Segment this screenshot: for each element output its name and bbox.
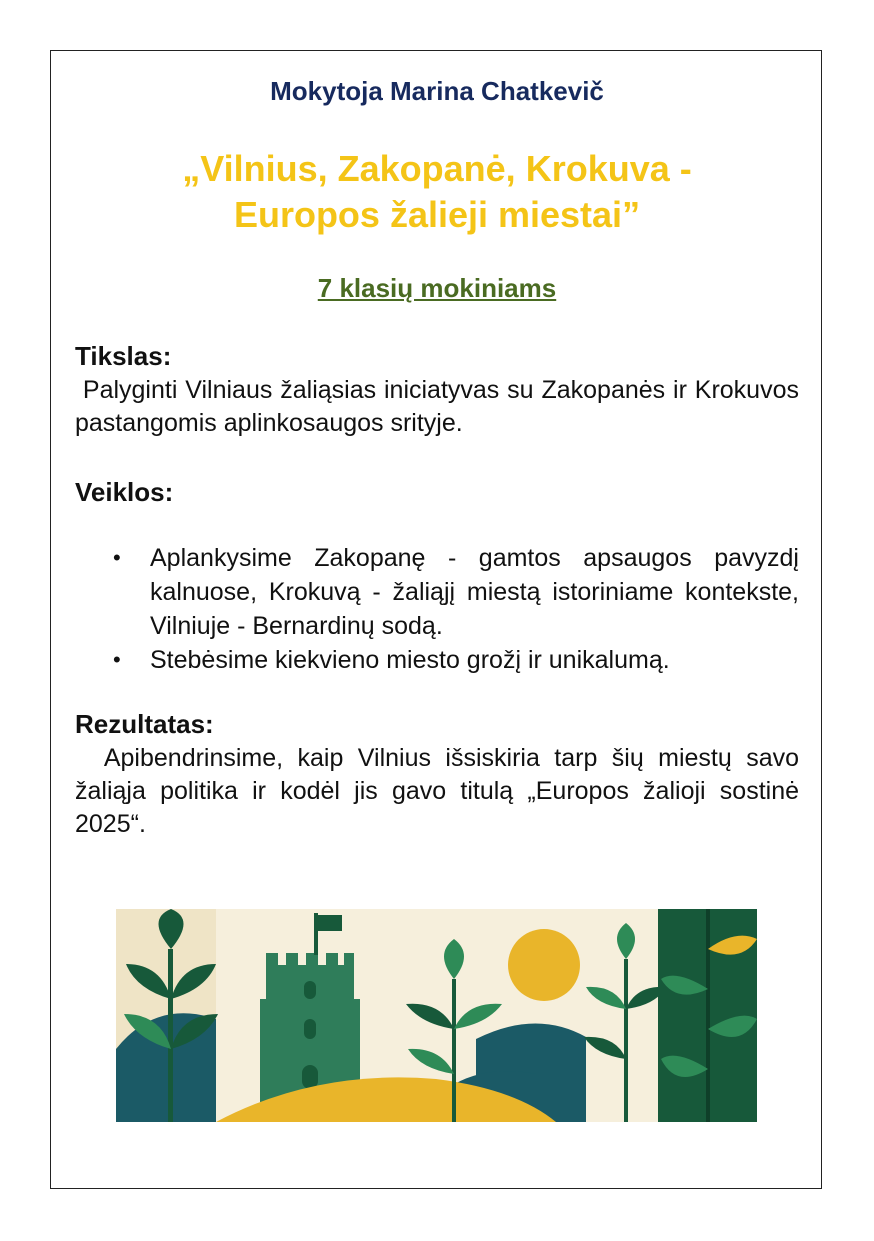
goal-text: Palyginti Vilniaus žaliąsias iniciatyvas su Zakopanės ir Krokuvos pastangomis aplinkosaugos srityje. xyxy=(75,376,806,437)
list-item xyxy=(75,643,799,677)
bullet-icon: • xyxy=(113,545,121,570)
fern-right-icon xyxy=(658,909,757,1122)
illustration-svg xyxy=(116,909,757,1122)
author-name: Mokytoja Marina Chatkevič xyxy=(270,76,604,106)
activities-list xyxy=(75,541,799,677)
list-item xyxy=(75,541,799,643)
result-heading: Rezultatas: xyxy=(75,709,214,739)
result-text: Apibendrinsime, kaip Vilnius išsiskiria tarp šių miestų savo žaliąja politika ir kodėl jis gavo titulą „Europos žalioji sostinė 2025“. xyxy=(75,744,806,838)
sun-icon xyxy=(508,929,580,1001)
bullet-icon: • xyxy=(113,647,121,672)
activity-text: Aplankysime Zakopanę - gamtos apsaugos pavyzdį kalnuose, Krokuvą - žaliąjį miestą istoriniame kontekste, Vilniuje - Bernardinų sodą. xyxy=(150,544,799,640)
title-line-1: „Vilnius, Zakopanė, Krokuva - xyxy=(182,148,692,189)
audience-subtitle: 7 klasių mokiniams xyxy=(317,273,557,303)
green-city-illustration xyxy=(116,909,757,1122)
title-line-2: Europos žalieji miestai” xyxy=(233,194,641,235)
page-title xyxy=(0,146,874,238)
activity-text: Stebėsime kiekvieno miesto grožį ir unikalumą. xyxy=(150,646,670,674)
activities-heading: Veiklos: xyxy=(75,477,174,507)
goal-heading: Tikslas: xyxy=(75,341,172,371)
